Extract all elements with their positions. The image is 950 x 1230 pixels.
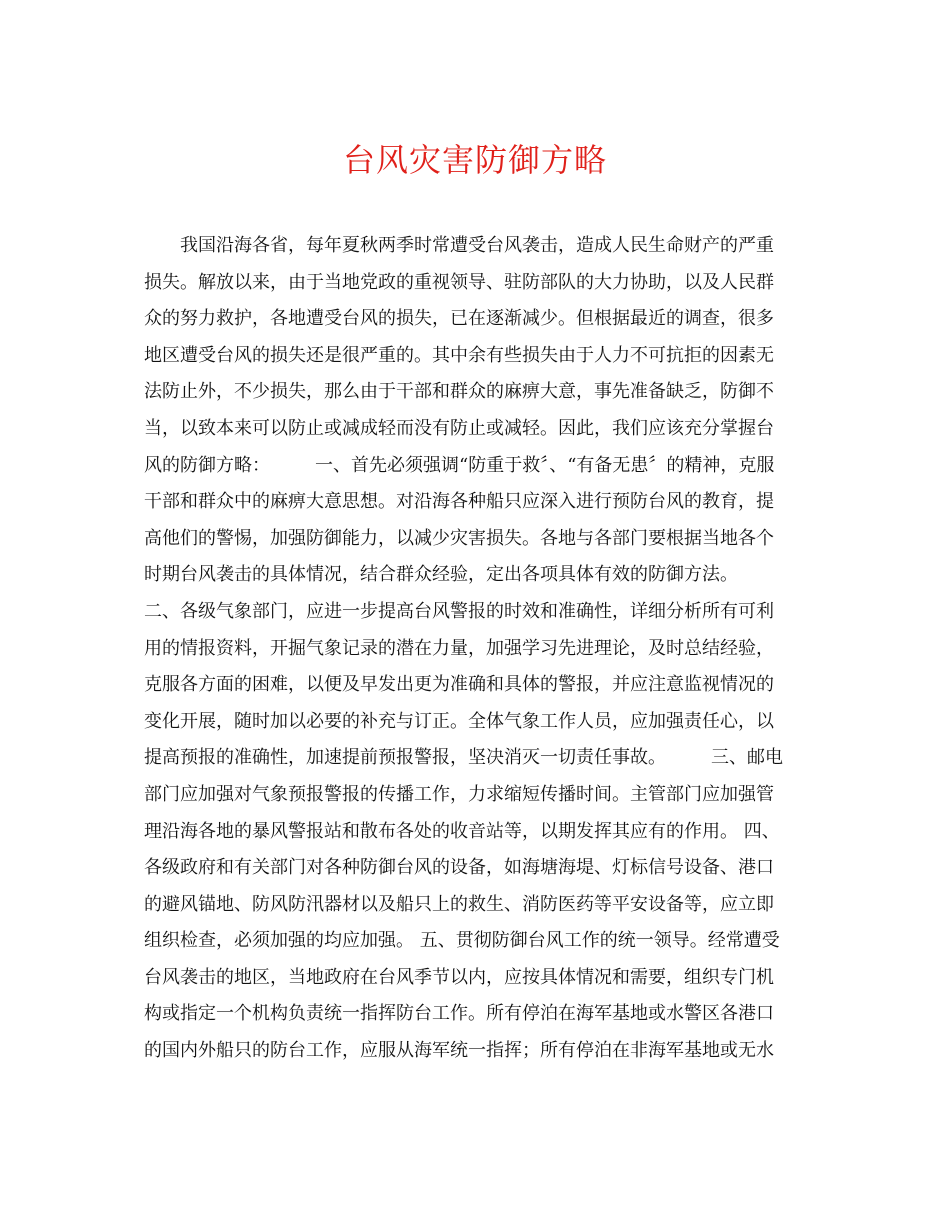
paragraph-line: 组织检查，必须加强的均应加强。 五、贯彻防御台风工作的统一领导。经常遭受 — [144, 930, 780, 952]
paragraph-line: 部门应加强对气象预报警报的传播工作，力求缩短传播时间。主管部门应加强管 — [144, 783, 774, 805]
paragraph-line: 众的努力救护，各地遭受台风的损失，已在逐渐减少。但根据最近的调查，很多 — [144, 308, 774, 330]
paragraph-line: 法防止外，不少损失，那么由于干部和群众的麻痹大意，事先准备缺乏，防御不 — [144, 381, 774, 403]
paragraph-line: 地区遭受台风的损失还是很严重的。其中余有些损失由于人力不可抗拒的因素无 — [144, 344, 774, 366]
paragraph-line: 时期台风袭击的具体情况，结合群众经验，定出各项具体有效的防御方法。 — [144, 564, 738, 586]
paragraph-line: 的国内外船只的防台工作，应服从海军统一指挥；所有停泊在非海军基地或无水 — [144, 1040, 774, 1062]
paragraph-line: 损失。解放以来，由于当地党政的重视领导、驻防部队的大力协助，以及人民群 — [144, 271, 774, 293]
paragraph-line: 各级政府和有关部门对各种防御台风的设备，如海塘海堤、灯标信号设备、港口 — [144, 857, 774, 879]
paragraph-line: 二、各级气象部门，应进一步提高台风警报的时效和准确性，详细分析所有可利 — [144, 600, 774, 622]
paragraph-line: 变化开展，随时加以必要的补充与订正。全体气象工作人员，应加强责任心，以 — [144, 710, 774, 732]
paragraph-line: 当，以致本来可以防止或减成轻而没有防止或减轻。因此，我们应该充分掌握台 — [144, 417, 774, 439]
paragraph-line: 提高预报的准确性，加速提前预报警报，坚决消灭一切责任事故。 三、邮电 — [144, 747, 783, 769]
paragraph-line: 干部和群众中的麻痹大意思想。对沿海各种船只应深入进行预防台风的教育，提 — [144, 491, 774, 513]
paragraph-line: 克服各方面的困难，以便及早发出更为准确和具体的警报，并应注意监视情况的 — [144, 674, 774, 696]
paragraph-line: 台风袭击的地区，当地政府在台风季节以内，应按具体情况和需要，组织专门机 — [144, 966, 774, 988]
paragraph-line: 构或指定一个机构负责统一指挥防台工作。所有停泊在海军基地或水警区各港口 — [144, 1003, 774, 1025]
paragraph-line: 的避风锚地、防风防汛器材以及船只上的救生、消防医药等平安设备等，应立即 — [144, 893, 774, 915]
paragraph-line: 我国沿海各省，每年夏秋两季时常遭受台风袭击，造成人民生命财产的严重 — [180, 235, 774, 256]
paragraph-line: 理沿海各地的暴风警报站和散布各处的收音站等，以期发挥其应有的作用。 四、 — [144, 820, 780, 842]
document-body — [144, 228, 804, 1070]
document-title: 台风灾害防御方略 — [342, 141, 607, 179]
paragraph-line: 高他们的警惕，加强防御能力，以减少灾害损失。各地与各部门要根据当地各个 — [144, 527, 774, 549]
paragraph-line: 用的情报资料，开掘气象记录的潜在力量，加强学习先进理论，及时总结经验， — [144, 637, 774, 659]
paragraph-line: 风的防御方略： 一、首先必须强调“防重于救〞、“有备无患〞的精神，克服 — [144, 454, 775, 476]
